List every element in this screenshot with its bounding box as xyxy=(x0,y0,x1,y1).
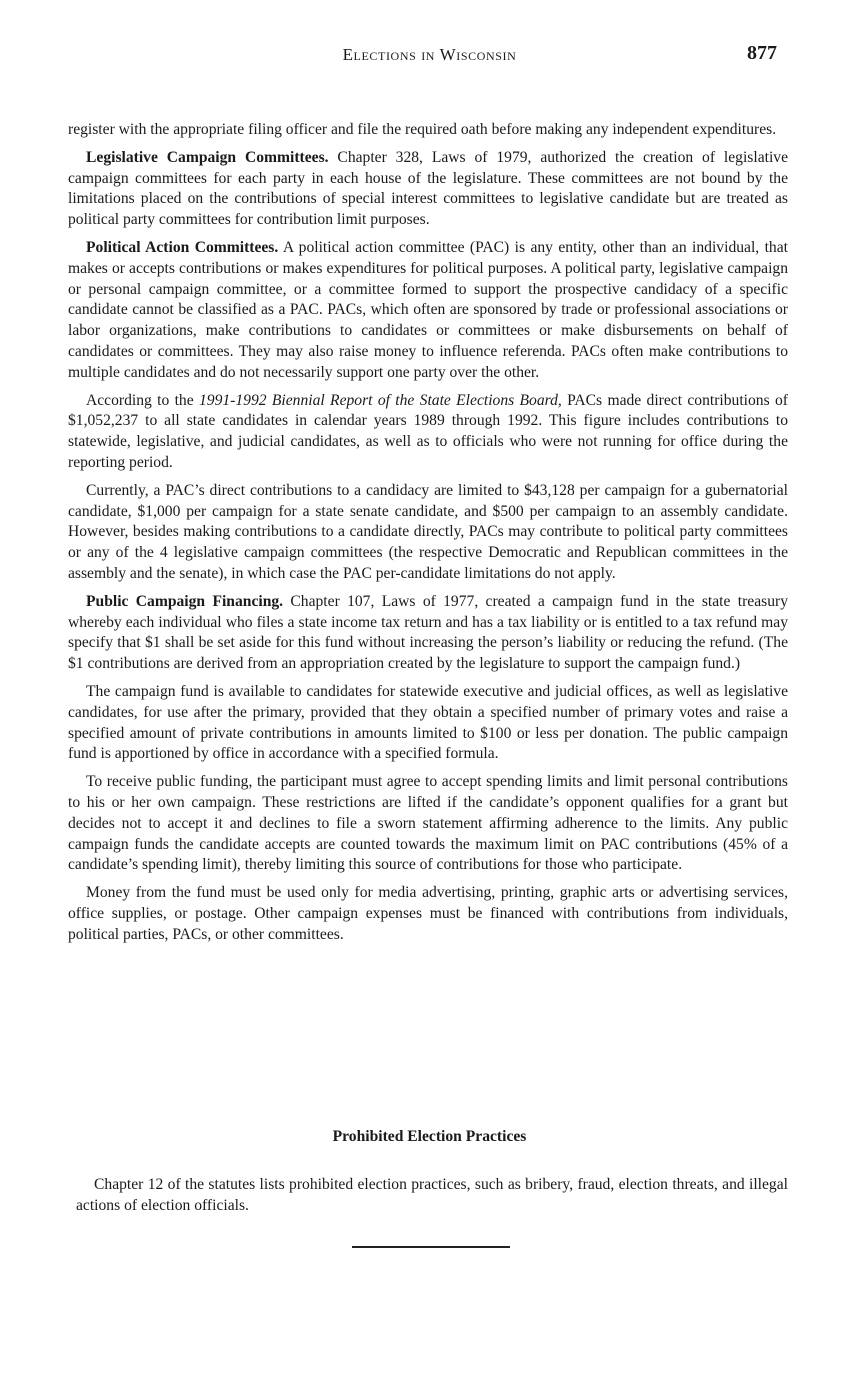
report-title: 1991-1992 Biennial Report of the State Elections Board, xyxy=(198,391,562,409)
paragraph-political-action-committees xyxy=(68,238,788,384)
paragraph-campaign-fund: The campaign fund is available to candidates for statewide executive and judicial offices, as well as legislative candidates, for use after the primary, provided that they obtain a specified number of primary votes and raise a specified amount of private contributions in amounts limited to $100 or less per donation. The public campaign fund is apportioned by office in accordance with a specified formula. xyxy=(68,682,788,763)
paragraph-text: Chapter 328, Laws of 1979, authorized the creation of legislative campaign committees for each party in each house of the legislature. These committees are not bound by the limitations placed on the contributions of special interest committees to legislative candidate but are treated as political party committees for contribution limit purposes. xyxy=(68,148,789,229)
paragraph-continuation: register with the appropriate filing officer and file the required oath before making any independent expenditures. xyxy=(68,121,777,138)
paragraph-pac-limits: Currently, a PAC’s direct contributions to a candidacy are limited to $43,128 per campaign for a gubernatorial candidate, $1,000 per campaign for a state senate candidate, and $500 per campaign to an assembly candidate. However, besides making contributions to a candidate directly, PACs may contribute to political party committees or any of the 4 legislative campaign committees (the respective Democratic and Republican committees in the assembly and the senate), in which case the PAC per-candidate limitations do not apply. xyxy=(68,481,788,582)
run-in-heading: Public Campaign Financing. xyxy=(86,592,284,610)
section-heading: Prohibited Election Practices xyxy=(332,1128,527,1145)
paragraph-public-funding: To receive public funding, the participant must agree to accept spending limits and limit personal contributions to his or her own campaign. These restrictions are lifted if the candidate’s opponent qualifies for a grant but decides not to accept it and declines to file a sworn statement affirming adherence to the limits. Any public campaign funds the candidate accepts are counted towards the maximum limit on PAC contributions (45% of a candidate’s spending limit), thereby limiting this source of contributions for those who participate. xyxy=(68,773,788,874)
running-title: Elections in Wisconsin xyxy=(342,45,517,64)
section-paragraph: Chapter 12 of the statutes lists prohibited election practices, such as bribery, fraud, election threats, and illegal actions of election officials. xyxy=(76,1176,788,1214)
paragraph-text: According to the xyxy=(86,391,199,409)
end-rule xyxy=(352,1246,510,1248)
paragraph-text: A political action committee (PAC) is any entity, other than an individual, that makes or accepts contributions or makes expenditures for political purposes. A political party, legislative campaign or personal campaign committee, or a committee formed to support the prospective candidacy of a specific candidate cannot be classified as a PAC. PACs, which often are sponsored by trade or professional associations or labor organizations, make contributions to candidates or committees or make disbursements on behalf of candidates or committees. They may also raise money to influence referenda. PACs often make contributions to multiple candidates and do not necessarily support one party over the other. xyxy=(68,238,788,381)
run-in-heading: Legislative Campaign Committees. xyxy=(86,148,329,166)
paragraph-text: Chapter 107, Laws of 1977, created a campaign fund in the state treasury whereby each individual who files a state income tax return and has a tax liability or is entitled to a tax refund may specify that $1 shall be set aside for this fund without increasing the person’s liability or reducing the refund. (The $1 contributions are derived from an appropriation created by the legislature to support the campaign fund.) xyxy=(68,592,788,673)
paragraph-public-campaign-financing xyxy=(68,592,788,675)
paragraph-fund-use: Money from the fund must be used only for media advertising, printing, graphic arts or advertising services, office supplies, or postage. Other campaign expenses must be financed with contributions from individuals, political parties, PACs, or other committees. xyxy=(68,884,788,943)
page-number: 877 xyxy=(747,42,777,64)
running-header xyxy=(0,42,859,72)
paragraph-text: PACs made direct contributions of $1,052,237 to all state candidates in calendar years 1989 through 1992. This figure includes contributions to statewide, legislative, and judicial candidates, as well as to officials who were not running for office during the reporting period. xyxy=(68,391,788,471)
body-text xyxy=(68,120,788,952)
run-in-heading: Political Action Committees. xyxy=(86,238,279,256)
paragraph-legislative-campaign-committees xyxy=(68,148,788,231)
paragraph-biennial-report xyxy=(68,391,788,474)
